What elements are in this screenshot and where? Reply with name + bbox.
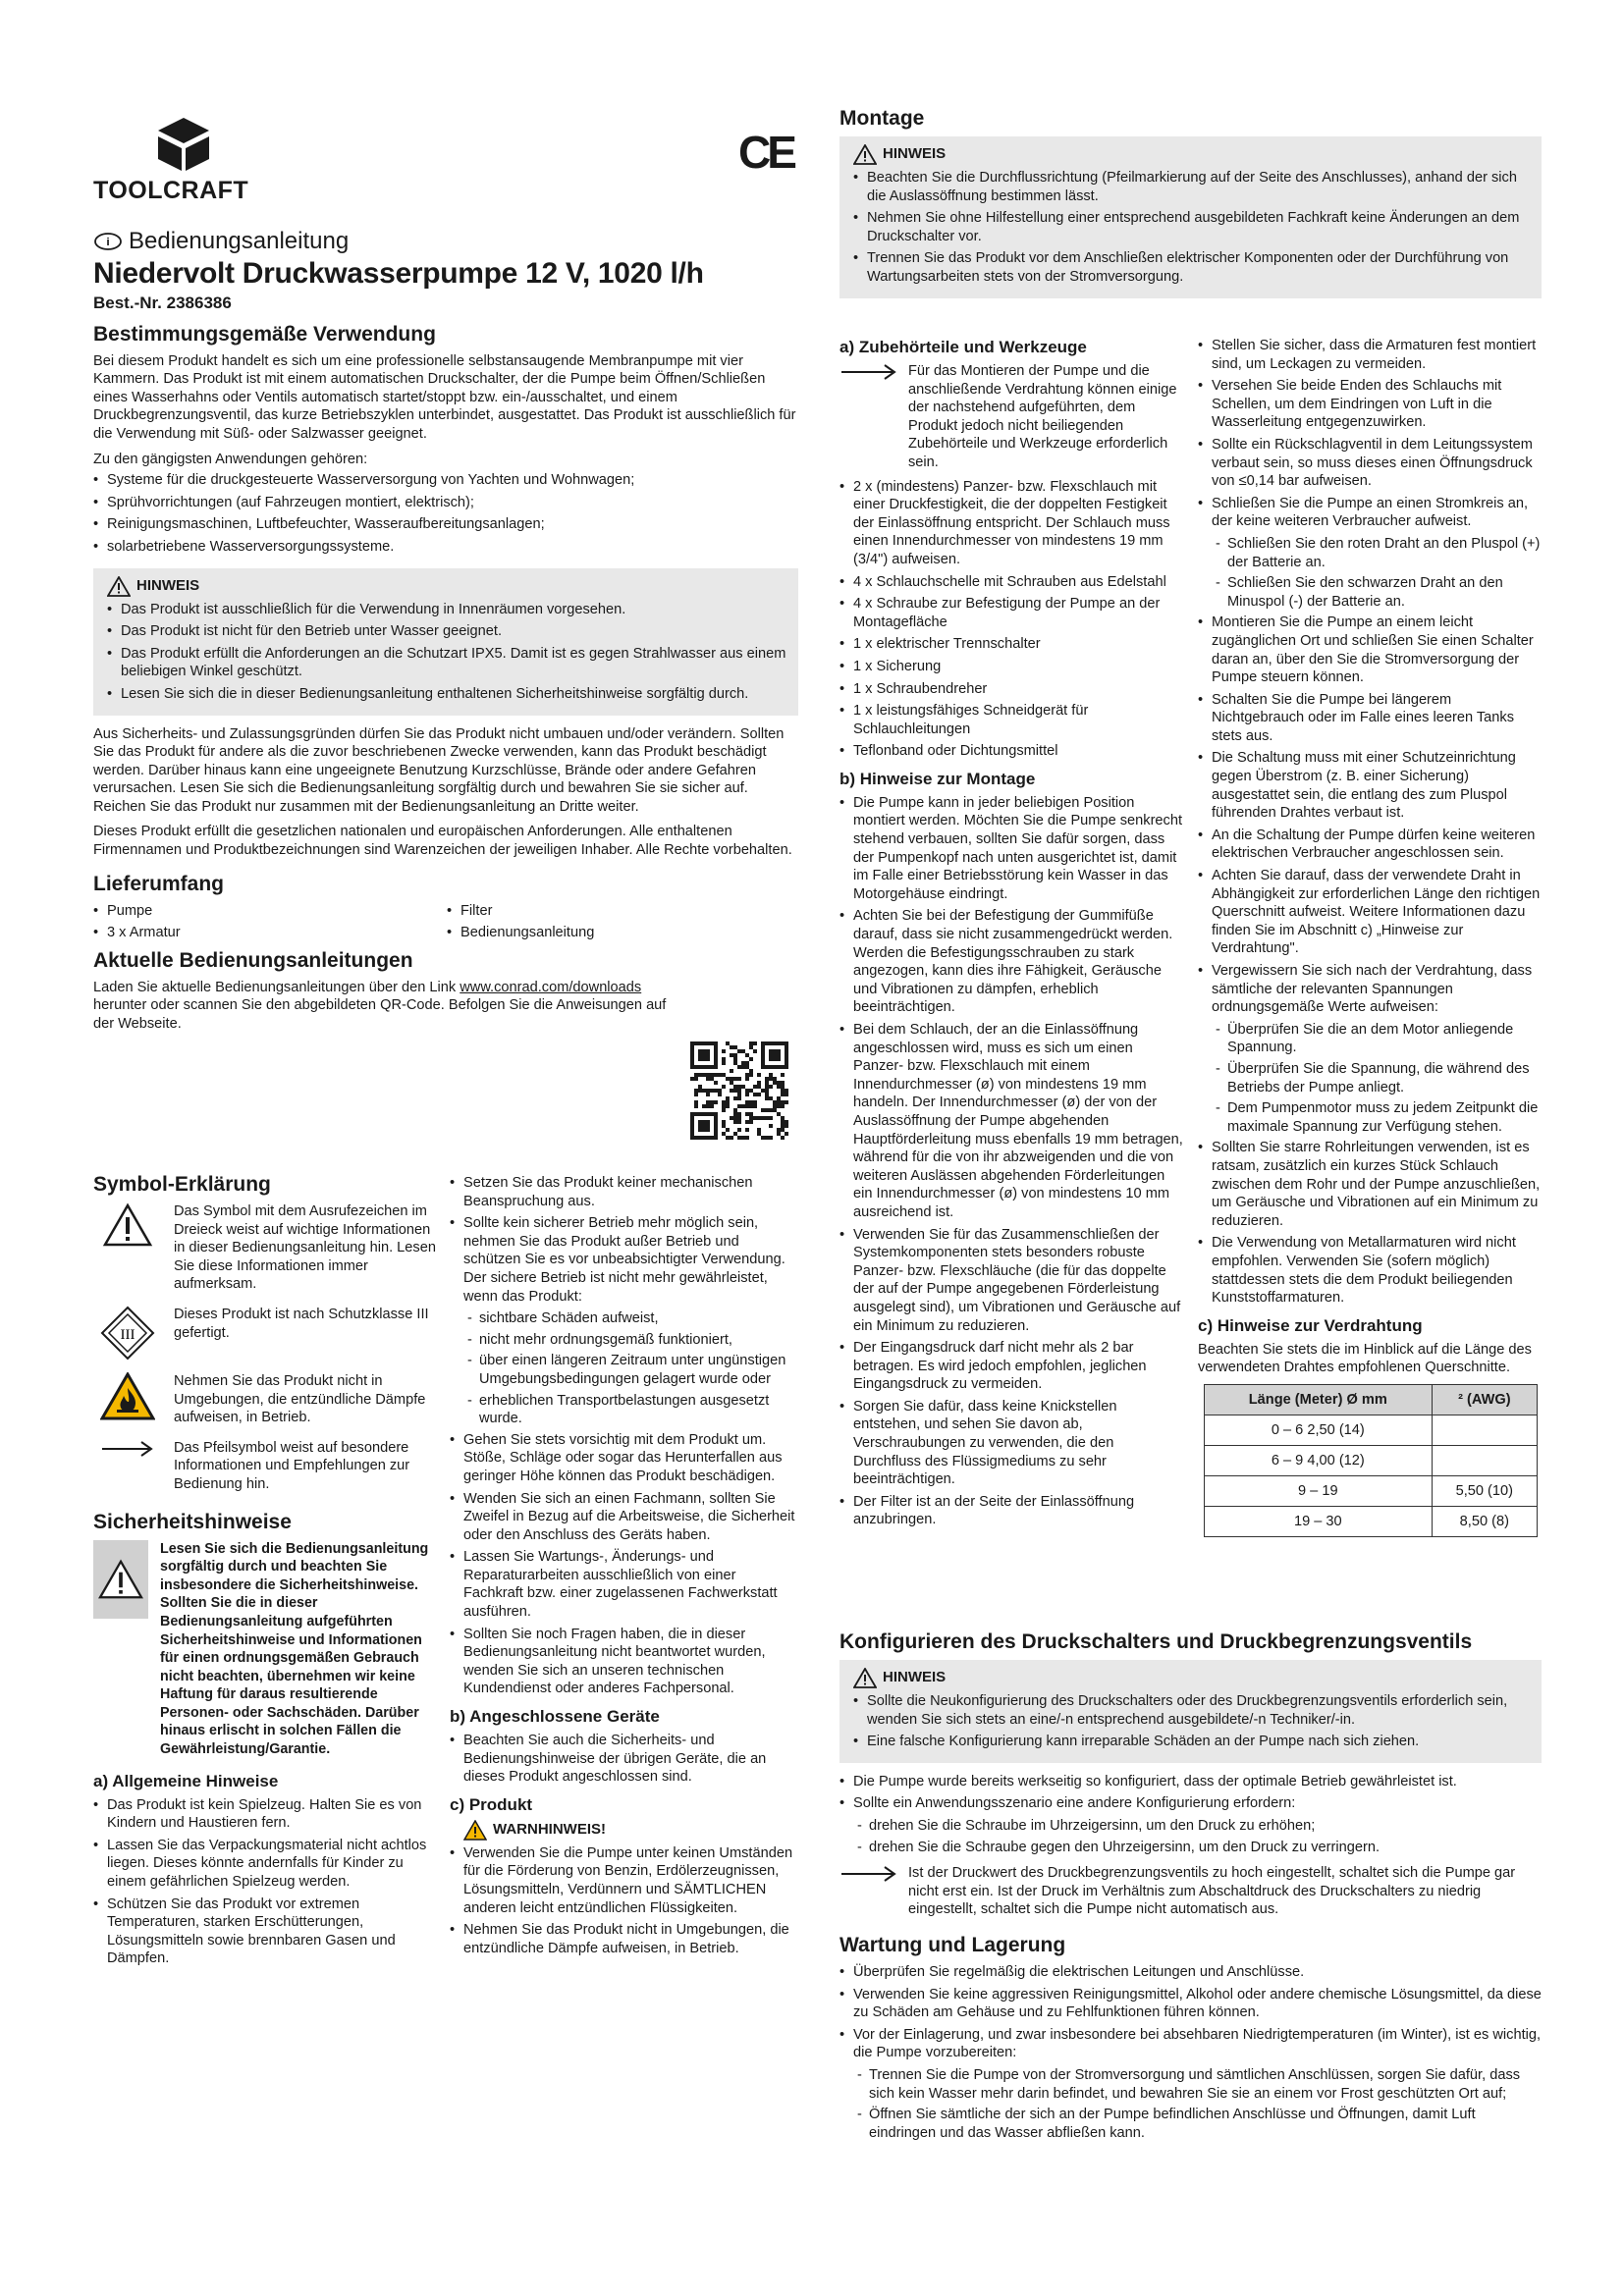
list-item: • Schalten Sie die Pumpe bei längerem Nichtgebrauch oder im Falle eines leeren Tanks stets aus. [1198,691,1543,746]
mounting-section [839,106,1542,308]
accessories-note [839,362,1183,472]
table-header-row [1205,1384,1538,1415]
toolcraft-logo-icon [154,116,213,173]
accessories-heading: a) Zubehörteile und Werkzeuge [839,338,1087,356]
list-item: • Reinigungsmaschinen, Luftbefeuchter, Wasseraufbereitungsanlagen; [93,515,798,534]
note-label: HINWEIS [883,145,947,163]
exclamation-triangle-icon [107,576,131,597]
list-item: • Die Schaltung muss mit einer Schutzeinrichtung gegen Überstrom (z. B. einer Sicherung) ausgestattet sein, die entlang des zum Pluspol führenden Drahtes verbaut ist. [1198,749,1543,822]
list-item: • Die Pumpe wurde bereits werkseitig so konfiguriert, dass der optimale Betrieb gewährleistet ist. [839,1773,1542,1791]
note-label: HINWEIS [883,1669,947,1686]
list-item: • Sollten Sie noch Fragen haben, die in dieser Bedienungsanleitung nicht beantwortet wurden, wenden Sie sich an unseren technischen Kundendienst oder anderes Fachpersonal. [450,1626,798,1698]
symbol-text: Das Symbol mit dem Ausrufezeichen im Dreieck weist auf wichtige Informationen in dieser Bedienungsanleitung hin. Lesen Sie diese Informationen immer aufmerksam. [174,1203,436,1293]
symbols-heading: Symbol-Erklärung [93,1173,271,1196]
list-item: • Der Filter ist an der Seite der Einlassöffnung anzubringen. [839,1493,1183,1529]
list-item: - nicht mehr ordnungsgemäß funktioniert, [450,1331,798,1350]
connected-heading: b) Angeschlossene Geräte [450,1707,660,1727]
list-item: • Sorgen Sie dafür, dass keine Knickstellen entstehen, und sehen Sie davon ab, Verschraubungen zu verwenden, die den Durchfluss des Flüssigmediums zu sehr beeinträchtigen. [839,1398,1183,1489]
list-item: • solarbetriebene Wasserversorgungssysteme. [93,538,798,557]
left-column [93,227,798,1041]
list-item: • Achten Sie bei der Befestigung der Gummifüße darauf, dass sie nicht zusammengedrückt werden. Werden die Befestigungsschrauben zu stark angezogen, kann dies ihre Fähigkeit, Geräusche und Vibrationen zu dämpfen, erheblich beeinträchtigen. [839,907,1183,1017]
list-item: • Teflonband oder Dichtungsmittel [839,742,1183,761]
list-item: - Überprüfen Sie die Spannung, die während des Betriebs der Pumpe anliegt. [1198,1060,1543,1096]
manuals-heading: Aktuelle Bedienungsanleitungen [93,948,413,972]
mounting-col-a [839,337,1183,1533]
table-cell: 5,50 (10) [1432,1475,1537,1506]
list-item: • 1 x Sicherung [839,658,1183,676]
delivery-heading: Lieferumfang [93,872,225,895]
list-item: • Beachten Sie die Durchflussrichtung (Pfeilmarkierung auf der Seite des Anschlusses), anhand der sich die Auslassöffnung bestimmen lässt. [853,169,1530,205]
warning-label: WARNHINWEIS! [493,1821,606,1839]
table-header: Länge (Meter) Ø mm [1205,1384,1433,1415]
list-item: • Verwenden Sie keine aggressiven Reinigungsmittel, Alkohol oder andere chemische Lösungsmittel, da diese zu Schäden am Gehäuse und zu Fehlfunktionen führen können. [839,1986,1542,2022]
list-item: • Trennen Sie das Produkt vor dem Anschließen elektrischer Komponenten oder der Durchführung von Wartungsarbeiten stets von der Stromversorgung. [853,249,1530,286]
table-row [1205,1415,1538,1445]
product-heading: c) Produkt [450,1794,533,1814]
config-heading: Konfigurieren des Druckschalters und Druckbegrenzungsventils [839,1630,1473,1653]
list-item: • Nehmen Sie das Produkt nicht in Umgebungen, die entzündliche Dämpfe aufweisen, in Betrieb. [450,1921,798,1957]
read-manual-icon [93,232,123,251]
exclamation-triangle-icon [853,1668,877,1688]
list-item: • 1 x Schraubendreher [839,680,1183,699]
compliance-text: Dieses Produkt erfüllt die gesetzlichen nationalen und europäischen Anforderungen. Alle enthaltenen Firmennamen und Produktbezeichnungen sind Warenzeichen der jeweiligen Inhaber. Alle Rechte vorbehalten. [93,824,792,859]
applications-list [93,471,798,556]
list-item: • Montieren Sie die Pumpe an einem leicht zugänglichen Ort und schließen Sie einen Schalter daran an, über den Sie die Stromversorgung der Pumpe steuern können. [1198,614,1543,686]
list-item: • Sollte kein sicherer Betrieb mehr möglich sein, nehmen Sie das Produkt außer Betrieb und schützen Sie es vor unbeabsichtigter Verwendung. Der sichere Betrieb ist nicht mehr gewährleistet, wenn das Produkt: [450,1214,798,1306]
order-number: Best.-Nr. 2386386 [93,294,232,312]
list-item: - drehen Sie die Schraube im Uhrzeigersinn, um den Druck zu erhöhen; [839,1817,1542,1836]
applications-intro: Zu den gängigsten Anwendungen gehören: [93,451,368,467]
table-cell [1432,1445,1537,1475]
ce-mark: CE [738,127,793,178]
qr-code-icon[interactable] [690,1041,788,1140]
list-item: • Bedienungsanleitung [447,924,663,942]
table-cell [1432,1415,1537,1445]
list-item: • Systeme für die druckgesteuerte Wasserversorgung von Yachten und Wohnwagen; [93,471,798,490]
table-cell: 9 – 19 [1205,1475,1433,1506]
list-item: • Die Verwendung von Metallarmaturen wird nicht empfohlen. Verwenden Sie (sofern möglich) stattdessen stets die dem Produkt beiliegenden Kunststoffarmaturen. [1198,1234,1543,1307]
list-item: - Dem Pumpenmotor muss zu jedem Zeitpunkt die maximale Spannung zur Verfügung stehen. [1198,1099,1543,1136]
protection-class-iii-icon [100,1306,155,1361]
list-item: • Schützen Sie das Produkt vor extremen Temperaturen, starken Erschütterungen, Lösungsmitteln sowie brennbaren Gasen und Dämpfen. [93,1896,437,1968]
list-item: • 2 x (mindestens) Panzer- bzw. Flexschlauch mit einer Druckfestigkeit, die der doppelten Festigkeit der Einlassöffnung entspricht. Der Schlauch muss einen Innendurchmesser von mindestens 19 mm (3/4") aufweisen. [839,478,1183,569]
config-arrow-text: Ist der Druckwert des Druckbegrenzungsventils zu hoch eingestellt, schaltet sich die Pumpe gar nicht erst ein. Ist der Druck im Verhältnis zum Abschaltdruck des Druckschalters zu niedrig eingestellt, schaltet sich die Pumpe nicht automatisch aus. [908,1865,1516,1918]
safety-column [450,1174,798,1961]
note-header [853,144,1530,165]
list-item: • Beachten Sie auch die Sicherheits- und Bedienungshinweise der übrigen Geräte, die an dieses Produkt angeschlossen sind. [450,1732,798,1787]
general-heading: a) Allgemeine Hinweise [93,1771,279,1790]
arrow-icon [839,1864,898,1884]
intended-use-text: Bei diesem Produkt handelt es sich um eine professionelle selbstansaugende Membranpumpe mit vier Kammern. Das Produkt ist mit einem automatischen Druckschalter, der die Pumpe beim Öffnen/Schließen eines Wasserhahns oder Ventils automatisch startet/stoppt bzw. ein-/ausschaltet, und einem Druckbegrenzungsventil, das kurze Betriebszyklen unterbindet, ausgestattet. Das Produkt ist ausschließlich für die Verwendung mit Süß- oder Salzwasser geeignet. [93,352,796,442]
list-item: • 1 x leistungsfähiges Schneidgerät für Schlauchleitungen [839,702,1183,738]
brand-logo [93,116,270,205]
list-item: • An die Schaltung der Pumpe dürfen keine weiteren elektrischen Verbraucher angeschlossen sein. [1198,827,1543,863]
intended-use-heading: Bestimmungsgemäße Verwendung [93,322,436,346]
table-cell: 0 – 6 2,50 (14) [1205,1415,1433,1445]
table-row [1205,1475,1538,1506]
list-item: • Versehen Sie beide Enden des Schlauchs mit Schellen, um dem Eindringen von Luft in die Wasserleitung entgegenzuwirken. [1198,377,1543,432]
config-arrow-note [839,1864,1542,1919]
table-header: ² (AWG) [1432,1384,1537,1415]
mounting-note [839,136,1542,298]
list-item: • Das Produkt ist nicht für den Betrieb unter Wasser geeignet. [107,622,786,641]
config-section [839,1629,1542,2145]
list-item: - erheblichen Transportbelastungen ausgesetzt wurde. [450,1392,798,1428]
warning-header [463,1820,798,1841]
safety-intro [93,1540,437,1759]
list-item: • Achten Sie darauf, dass der verwendete Draht in Abhängigkeit zur erforderlichen Länge den richtigen Querschnitt aufweist. Weitere Informationen dazu finden Sie im Abschnitt c) „Hinweise zur Verdrahtung". [1198,867,1543,958]
list-item: • Sollte die Neukonfigurierung des Druckschalters oder des Druckbegrenzungsventils erforderlich sein, wenden Sie sich stets an eine/-n entsprechend ausgebildete/-n Techniker/-in. [853,1692,1530,1729]
list-item: • 3 x Armatur [93,924,447,942]
list-item: • Sollte ein Anwendungsszenario eine andere Konfigurierung erfordern: [839,1794,1542,1813]
table-cell: 19 – 30 [1205,1506,1433,1536]
wire-gauge-table [1204,1384,1538,1537]
list-item: • Verwenden Sie die Pumpe unter keinen Umständen für die Förderung von Benzin, Erdölerzeugnissen, Lösungsmitteln, Verdünnern und SÄMTLICHEN anderen leicht entzündlichen Flüssigkeiten. [450,1844,798,1917]
list-item: • Das Produkt ist ausschließlich für die Verwendung in Innenräumen vorgesehen. [107,601,786,619]
symbol-text: Nehmen Sie das Produkt nicht in Umgebungen, die entzündliche Dämpfe aufweisen, in Betrieb. [174,1372,426,1426]
safety-heading: Sicherheitshinweise [93,1510,292,1533]
list-item: • 4 x Schraube zur Befestigung der Pumpe an der Montagefläche [839,595,1183,631]
list-item: • Gehen Sie stets vorsichtig mit dem Produkt um. Stöße, Schläge oder sogar das Herunterfallen aus geringer Höhe können das Produkt beschädigen. [450,1431,798,1486]
list-item: - drehen Sie die Schraube gegen den Uhrzeigersinn, um den Druck zu verringern. [839,1839,1542,1857]
symbols-column [93,1172,437,1972]
list-item: • 1 x elektrischer Trennschalter [839,635,1183,654]
mounting-hints-heading: b) Hinweise zur Montage [839,769,1036,788]
table-cell: 8,50 (8) [1432,1506,1537,1536]
list-item: • Eine falsche Konfigurierung kann irreparable Schäden an der Pumpe nach sich ziehen. [853,1733,1530,1751]
doc-type-label: Bedienungsanleitung [129,227,350,254]
list-item: • Bei dem Schlauch, der an die Einlassöffnung angeschlossen wird, muss es sich um einen Panzer- bzw. Flexschlauch mit einem Innendurchmesser (ø) von mindestens 19 mm handeln. Der Innendurchmesser (ø) der von der Auslassöffnung der Pumpe abgehenden Hauptförderleitung muss ebenfalls 19 mm betragen, während für die von ihr abzweigenden und die von weiteren Auslässen abgehenden Förderleitungen ein Innendurchmesser (ø) von mindestens 10 mm ausreichend ist. [839,1021,1183,1222]
list-item: • Vergewissern Sie sich nach der Verdrahtung, dass sämtliche der relevanten Spannungen ordnungsgemäße Werte aufweisen: [1198,962,1543,1017]
accessories-note-text: Für das Montieren der Pumpe und die anschließende Verdrahtung können einige der nachstehend aufgeführten, dem Produkt jedoch nicht beiliegenden Zubehörteile und Werkzeuge erforderlich sein. [908,363,1177,470]
list-item: • Sprühvorrichtungen (auf Fahrzeugen montiert, elektrisch); [93,494,798,512]
flammable-warning-icon [100,1372,155,1421]
manuals-text [93,979,673,1034]
wiring-heading: c) Hinweise zur Verdrahtung [1198,1315,1423,1335]
list-item: • Das Produkt ist kein Spielzeug. Halten Sie es von Kindern und Haustieren fern. [93,1796,437,1833]
manuals-text-after: herunter oder scannen Sie den abgebildeten QR-Code. Befolgen Sie die Anweisungen auf der Webseite. [93,997,667,1033]
mounting-col-b [1198,337,1543,1537]
list-item: • Nehmen Sie ohne Hilfestellung einer entsprechend ausgebildeten Fachkraft keine Änderungen an dem Druckschalter vor. [853,209,1530,245]
exclamation-triangle-icon [102,1202,153,1248]
symbol-item [93,1372,437,1427]
list-item: • Sollte ein Rückschlagventil in dem Leitungssystem verbaut sein, so muss dieses einen Öffnungsdruck von ≤0,14 bar aufweisen. [1198,436,1543,491]
list-item: • Das Produkt erfüllt die Anforderungen an die Schutzart IPX5. Damit ist es gegen Strahlwasser aus einem beliebigen Winkel geschützt. [107,645,786,681]
arrow-icon [839,362,898,382]
list-item: • Wenden Sie sich an einen Fachmann, sollten Sie Zweifel in Bezug auf die Arbeitsweise, die Sicherheit oder den Anschluss des Geräts haben. [450,1490,798,1545]
arrow-icon [100,1439,155,1459]
config-note [839,1660,1542,1763]
list-item: • Überprüfen Sie regelmäßig die elektrischen Leitungen und Anschlüsse. [839,1963,1542,1982]
list-item: - über einen längeren Zeitraum unter ungünstigen Umgebungsbedingungen gelagert wurde oder [450,1352,798,1388]
list-item: • Setzen Sie das Produkt keiner mechanischen Beanspruchung aus. [450,1174,798,1210]
symbol-item [93,1439,437,1494]
intended-use-note [93,568,798,716]
list-item: - Schließen Sie den schwarzen Draht an den Minuspol (-) der Batterie an. [1198,574,1543,611]
list-item: • Die Pumpe kann in jeder beliebigen Position montiert werden. Möchten Sie die Pumpe senkrecht stehend verbauen, sollten Sie dafür sorgen, dass der Pumpenkopf nach unten ausgerichtet ist, damit im Falle einer Betriebsstörung kein Wasser in das Motorgehäuse eindringt. [839,794,1183,904]
downloads-link[interactable]: www.conrad.com/downloads [460,979,642,995]
mounting-heading: Montage [839,107,925,130]
list-item: • Pumpe [93,902,447,921]
symbol-text: Dieses Produkt ist nach Schutzklasse III gefertigt. [174,1306,429,1341]
note-header [107,576,786,597]
note-header [853,1668,1530,1688]
list-item: - Überprüfen Sie die an dem Motor anliegende Spannung. [1198,1021,1543,1057]
svg-text:III: III [120,1326,135,1343]
modification-text: Aus Sicherheits- und Zulassungsgründen dürfen Sie das Produkt nicht umbauen und/oder verändern. Sollten Sie das Produkt für andere als die zuvor beschriebenen Zwecke verwenden, kann das Produkt beschädigt werden. Darüber hinaus kann eine ungeeignete Benutzung Kurzschlüsse, Brände oder andere Gefahren verursachen. Lesen Sie sich die Bedienungsanleitung sorgfältig durch und bewahren Sie sie sicher auf. Reichen Sie das Produkt nur zusammen mit der Bedienungsanleitung an Dritte weiter. [93,725,785,815]
list-item: • Lassen Sie Wartungs-, Änderungs- und Reparaturarbeiten ausschließlich von einer Fachkraft bzw. einer zugelassenen Fachwerkstatt ausführen. [450,1548,798,1621]
table-cell: 6 – 9 4,00 (12) [1205,1445,1433,1475]
list-item: - Öffnen Sie sämtliche der sich an der Pumpe befindlichen Anschlüsse und Öffnungen, damit Luft eindringen und das Wasser abfließen kann. [839,2106,1542,2142]
list-item: • Vor der Einlagerung, und zwar insbesondere bei absehbaren Niedrigtemperaturen (im Winter), ist es wichtig, die Pumpe vorzubereiten: [839,2026,1542,2062]
brand-name: TOOLCRAFT [93,177,249,204]
list-item: • Lassen Sie das Verpackungsmaterial nicht achtlos liegen. Dieses könnte andernfalls für Kinder zu einem gefährlichen Spielzeug werden. [93,1837,437,1892]
list-item: • Sollten Sie starre Rohrleitungen verwenden, ist es ratsam, zusätzlich ein kurzes Stück Schlauch zwischen dem Rohr und der Pumpe anzuschließen, um Geräusche und Vibrationen auf ein Minimum zu reduzieren. [1198,1139,1543,1230]
list-item: • 4 x Schlauchschelle mit Schrauben aus Edelstahl [839,573,1183,592]
list-item: • Lesen Sie sich die in dieser Bedienungsanleitung enthaltenen Sicherheitshinweise sorgfältig durch. [107,685,786,704]
table-row [1205,1445,1538,1475]
table-row [1205,1506,1538,1536]
note-label: HINWEIS [136,576,200,594]
doc-type [93,227,798,254]
symbol-text: Das Pfeilsymbol weist auf besondere Informationen und Empfehlungen zur Bedienung hin. [174,1439,410,1492]
safety-intro-text: Lesen Sie sich die Bedienungsanleitung sorgfältig durch und beachten Sie insbesondere die Sicherheitshinweise. Sollten Sie die in dieser Bedienungsanleitung aufgeführten Sicherheitshinweise und Informationen für einen ordnungsgemäßen Gebrauch nicht beachten, übernehmen wir keine Haftung für daraus resultierende Personen- oder Sachschäden. Darüber hinaus erlischt in solchen Fällen die Gewährleistung/Garantie. [160,1540,429,1758]
list-item: - sichtbare Schäden aufweist, [450,1309,798,1328]
warning-triangle-icon [463,1820,487,1841]
maintenance-heading: Wartung und Lagerung [839,1933,1066,1956]
wiring-text: Beachten Sie stets die im Hinblick auf die Länge des verwendeten Drahtes empfohlenen Querschnitte. [1198,1341,1532,1376]
list-item: • Filter [447,902,663,921]
list-item: • Stellen Sie sicher, dass die Armaturen fest montiert sind, um Leckagen zu vermeiden. [1198,337,1543,373]
page-title: Niedervolt Druckwasserpumpe 12 V, 1020 l/h [93,257,704,290]
manuals-text-before: Laden Sie aktuelle Bedienungsanleitungen über den Link [93,979,460,995]
symbol-item [93,1202,437,1294]
symbol-item [93,1306,437,1361]
list-item: - Schließen Sie den roten Draht an den Pluspol (+) der Batterie an. [1198,535,1543,571]
list-item: • Schließen Sie die Pumpe an einen Stromkreis an, der keine weiteren Verbraucher aufweist. [1198,495,1543,531]
exclamation-triangle-icon [97,1559,144,1600]
list-item: • Verwenden Sie für das Zusammenschließen der Systemkomponenten stets besonders robuste Panzer- bzw. Flexschläuche (die für das doppelte der auf der Pumpe angegebenen Förderleistung ausgelegt sind), um Vibrationen und Geräusche auf ein Minimum zu reduzieren. [839,1226,1183,1336]
exclamation-triangle-icon [853,144,877,165]
list-item: - Trennen Sie die Pumpe von der Stromversorgung und sämtlichen Anschlüssen, sorgen Sie dafür, dass sich kein Wasser mehr darin befindet, und bewahren Sie sie an einem vor Frost geschützten Ort auf; [839,2066,1542,2103]
list-item: • Der Eingangsdruck darf nicht mehr als 2 bar betragen. Es wird jedoch empfohlen, jeglichen Eingangsdruck zu vermeiden. [839,1339,1183,1394]
svg-text:i: i [106,237,110,248]
delivery-list [93,902,663,946]
